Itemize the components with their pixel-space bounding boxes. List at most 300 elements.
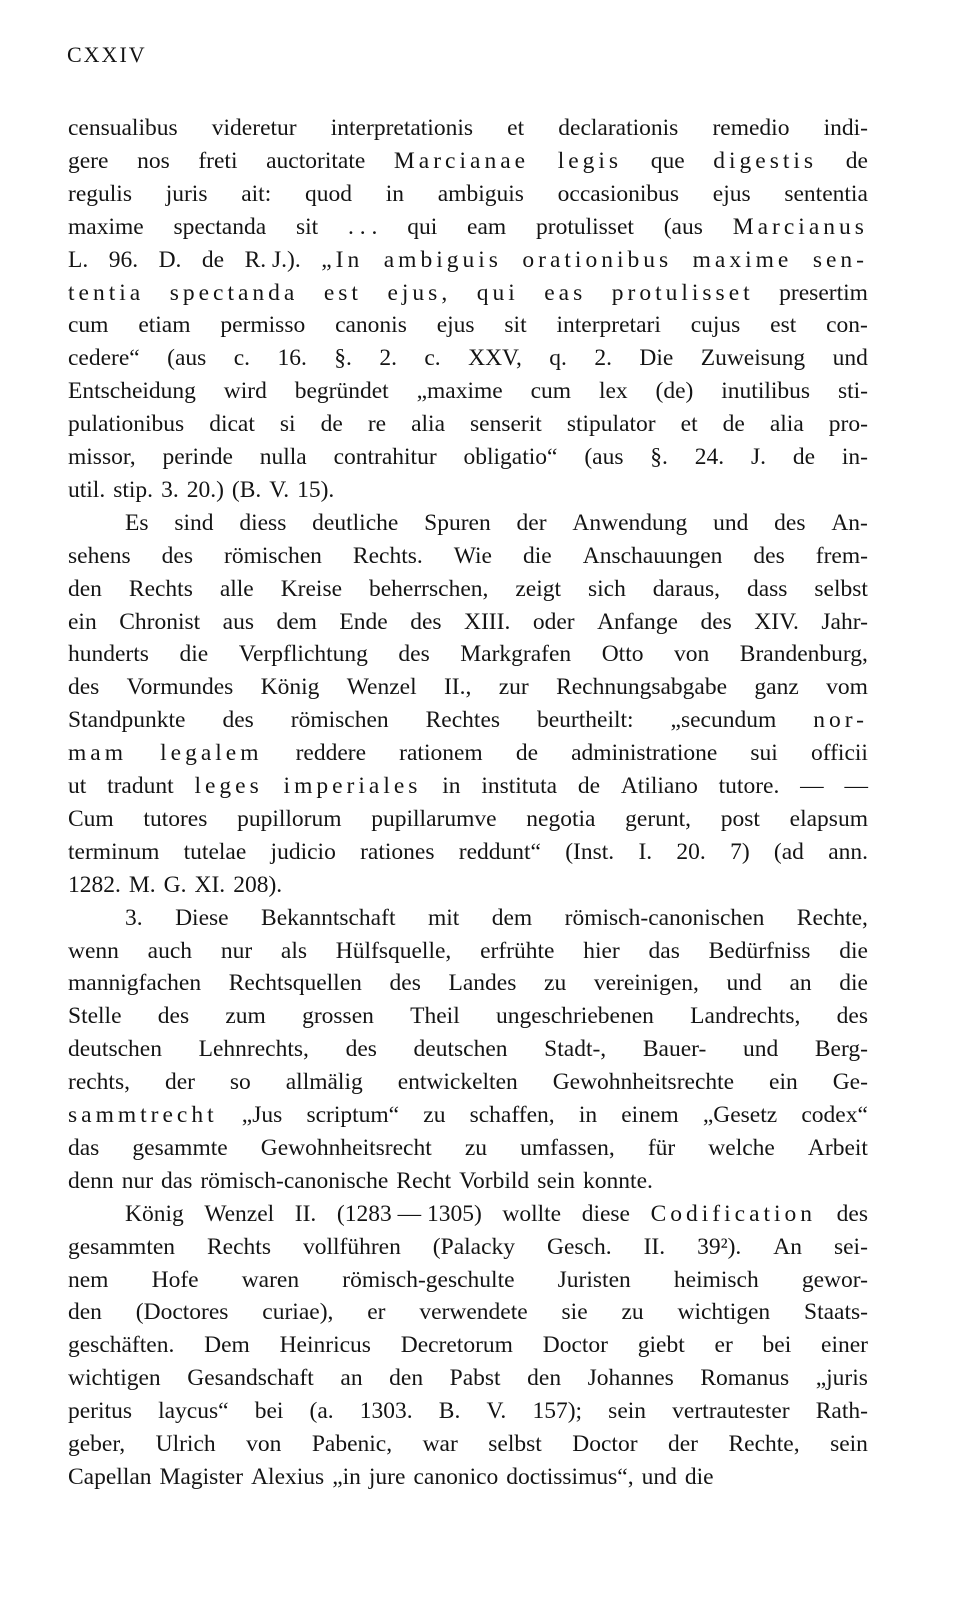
word: bei bbox=[762, 1332, 792, 1359]
word: rationes bbox=[360, 838, 435, 865]
text-line bbox=[125, 506, 868, 541]
text-line bbox=[68, 1230, 868, 1265]
word: 208). bbox=[233, 871, 283, 898]
word: daraus, bbox=[652, 575, 720, 602]
word: „Jus bbox=[241, 1102, 283, 1128]
word: — bbox=[800, 773, 824, 799]
word: I. bbox=[638, 838, 653, 865]
word: römisch-canonische bbox=[200, 1167, 389, 1194]
word: §. bbox=[650, 444, 668, 470]
word: Codification bbox=[650, 1200, 817, 1227]
text-line bbox=[68, 802, 868, 837]
word: Chronist bbox=[119, 608, 201, 635]
word: Atiliano bbox=[620, 773, 698, 799]
word: verwendete bbox=[419, 1299, 528, 1326]
word: und bbox=[742, 1036, 779, 1063]
word: 96. bbox=[108, 246, 139, 273]
word: V. bbox=[269, 476, 290, 503]
word: die bbox=[839, 970, 868, 997]
word: den bbox=[68, 1299, 102, 1326]
word: de bbox=[792, 444, 815, 470]
word: qui bbox=[476, 279, 519, 306]
word: alle bbox=[219, 575, 254, 602]
word: est bbox=[770, 312, 797, 339]
word: XIII. bbox=[464, 608, 511, 635]
word: Gewohnheitsrechte bbox=[552, 1069, 735, 1096]
word: Dem bbox=[204, 1332, 250, 1359]
word: das bbox=[161, 1167, 193, 1194]
word: Wenzel bbox=[204, 1200, 275, 1227]
text-line bbox=[68, 1032, 868, 1067]
text-line bbox=[68, 177, 868, 212]
word: frem- bbox=[815, 542, 868, 569]
word: ejus bbox=[436, 312, 475, 339]
word: 2. bbox=[594, 345, 612, 372]
word: Vormundes bbox=[126, 674, 234, 701]
word: Markgrafen bbox=[460, 641, 572, 668]
word: bei bbox=[254, 1398, 284, 1425]
word: schaffen, bbox=[469, 1102, 555, 1128]
word: cujus bbox=[690, 312, 741, 339]
word: protulisset bbox=[611, 279, 754, 306]
word: des bbox=[157, 1003, 190, 1030]
word: Wie bbox=[453, 542, 492, 569]
text-line bbox=[68, 407, 868, 442]
word: protulisset bbox=[536, 213, 634, 240]
word: 24. bbox=[694, 444, 725, 470]
word: ait: bbox=[241, 180, 272, 207]
word: mannigfachen bbox=[68, 970, 202, 997]
word: Rechtes bbox=[425, 707, 501, 734]
word: legis bbox=[557, 147, 623, 174]
word: declarationis bbox=[558, 115, 679, 141]
word: con- bbox=[826, 312, 868, 339]
word: Rechte, bbox=[796, 904, 868, 931]
text-line bbox=[68, 670, 868, 705]
word: Rechtsquellen bbox=[228, 970, 362, 997]
word: L. bbox=[68, 246, 89, 273]
word: des bbox=[345, 1036, 377, 1063]
text-line bbox=[68, 111, 868, 146]
word: von bbox=[246, 1431, 282, 1457]
word: sit bbox=[504, 312, 527, 339]
word: Johannes bbox=[587, 1365, 674, 1392]
word: wichtigen bbox=[677, 1299, 771, 1326]
word: Marcianae bbox=[393, 147, 530, 174]
word: die bbox=[179, 641, 209, 668]
text-line bbox=[68, 1065, 868, 1100]
word: c. bbox=[233, 345, 251, 372]
word: heimisch bbox=[673, 1266, 759, 1293]
word: elapsum bbox=[789, 805, 868, 832]
word: (Doctores bbox=[135, 1299, 229, 1326]
word: permisso bbox=[220, 312, 306, 339]
word: Capellan bbox=[68, 1463, 152, 1490]
word: reddere bbox=[295, 740, 367, 767]
word: pro- bbox=[828, 411, 868, 438]
word: XIV. bbox=[754, 608, 799, 635]
word: laycus“ bbox=[158, 1398, 229, 1425]
word: V. bbox=[486, 1398, 507, 1425]
word: zu bbox=[464, 1134, 488, 1161]
word: officii bbox=[810, 740, 868, 767]
word: sui bbox=[750, 740, 778, 767]
word: erfrühte bbox=[480, 937, 555, 964]
word: J. bbox=[750, 444, 766, 470]
word: 1303. bbox=[359, 1398, 413, 1425]
word: sie bbox=[561, 1299, 588, 1326]
word: de bbox=[577, 773, 601, 799]
word: den bbox=[527, 1365, 562, 1392]
word: Rechts bbox=[128, 575, 193, 602]
word: Es bbox=[125, 509, 149, 536]
word: Marcianus bbox=[732, 213, 868, 240]
text-line bbox=[68, 966, 868, 1001]
word: de bbox=[320, 411, 343, 438]
word: An- bbox=[831, 509, 868, 536]
word: §. bbox=[334, 345, 352, 372]
word: nem bbox=[68, 1266, 109, 1293]
text-line bbox=[68, 341, 868, 376]
word: selbst bbox=[814, 575, 868, 602]
word: den bbox=[389, 1365, 424, 1392]
word: waren bbox=[241, 1266, 300, 1293]
word: senserit bbox=[470, 411, 542, 438]
word: doctissimus“, bbox=[506, 1463, 634, 1490]
word: de bbox=[515, 740, 538, 767]
word: sein bbox=[537, 1167, 576, 1194]
word: indi- bbox=[823, 115, 868, 141]
word: M. bbox=[128, 871, 156, 898]
word: censualibus bbox=[68, 115, 178, 141]
word: sind bbox=[174, 509, 214, 536]
word: terminum bbox=[68, 838, 160, 865]
word: mit bbox=[427, 904, 460, 931]
word: canonico bbox=[413, 1463, 499, 1490]
word: gere bbox=[68, 147, 109, 174]
word: „in bbox=[332, 1463, 361, 1490]
word: juris bbox=[165, 180, 208, 207]
word: einem bbox=[621, 1102, 679, 1128]
word: Gewohnheitsrecht bbox=[260, 1134, 432, 1161]
page-number: CXXIV bbox=[67, 42, 147, 67]
word: II. bbox=[294, 1200, 317, 1227]
text-line bbox=[68, 473, 868, 508]
text-line bbox=[68, 1460, 868, 1495]
word: (ad bbox=[773, 838, 804, 865]
word: vom bbox=[826, 674, 868, 701]
word: de bbox=[845, 147, 868, 174]
word: si bbox=[279, 411, 296, 438]
word: König bbox=[260, 674, 320, 701]
word: der bbox=[164, 1069, 195, 1096]
word: allmälig bbox=[285, 1069, 363, 1096]
word: sich bbox=[587, 575, 626, 602]
word: das bbox=[648, 937, 680, 964]
word: diese bbox=[581, 1200, 630, 1227]
word: Doctor bbox=[542, 1332, 608, 1359]
word: tentia bbox=[68, 279, 145, 306]
word: sti- bbox=[837, 378, 868, 405]
word: mam bbox=[68, 740, 127, 767]
word: curiae), bbox=[262, 1299, 334, 1326]
word: R. J.). bbox=[244, 246, 301, 273]
word: Rath- bbox=[815, 1398, 868, 1425]
word: II., bbox=[443, 674, 472, 701]
word: Rechnungsabgabe bbox=[556, 674, 728, 701]
word: tutore. bbox=[718, 773, 780, 799]
word: er bbox=[367, 1299, 386, 1326]
word: Pabenic, bbox=[311, 1431, 393, 1457]
word: etiam bbox=[138, 312, 191, 339]
word: „In bbox=[321, 246, 364, 273]
word: Staats- bbox=[804, 1299, 868, 1326]
word: ejus, bbox=[387, 279, 452, 306]
word: Vorbild bbox=[459, 1167, 530, 1194]
text-line bbox=[68, 769, 868, 804]
text-line bbox=[68, 1427, 868, 1462]
word: diess bbox=[239, 509, 287, 536]
word: oder bbox=[532, 608, 575, 635]
text-line bbox=[68, 243, 868, 278]
word: (de) bbox=[655, 378, 694, 405]
word: sein bbox=[608, 1398, 647, 1425]
word: G. bbox=[163, 871, 187, 898]
word: videretur bbox=[211, 115, 297, 141]
word: Standpunkte bbox=[68, 707, 186, 734]
word: Heinricus bbox=[279, 1332, 371, 1359]
word: so bbox=[229, 1069, 251, 1096]
word: und bbox=[713, 509, 749, 536]
word: des bbox=[836, 1003, 868, 1030]
text-line bbox=[68, 572, 868, 607]
word: Hofe bbox=[151, 1266, 199, 1293]
word: maxime bbox=[692, 246, 793, 273]
word: maxime bbox=[68, 213, 144, 240]
word: tutores bbox=[143, 805, 208, 832]
word: tutelae bbox=[183, 838, 247, 865]
word: scriptum“ bbox=[306, 1102, 400, 1128]
word: regulis bbox=[68, 180, 132, 207]
word: Bekanntschaft bbox=[261, 904, 396, 931]
word: römischen bbox=[224, 542, 322, 569]
word: des bbox=[753, 542, 785, 569]
word: ein bbox=[68, 608, 97, 635]
word: und bbox=[726, 970, 762, 997]
word: Diese bbox=[175, 904, 229, 931]
word: 3. bbox=[161, 476, 179, 503]
word: „maxime bbox=[416, 378, 503, 405]
word: das bbox=[68, 1134, 100, 1161]
word: post bbox=[720, 805, 760, 832]
word: (a. bbox=[309, 1398, 334, 1425]
word: den bbox=[68, 575, 102, 602]
word: 16. bbox=[277, 345, 307, 372]
word: auctoritate bbox=[266, 147, 366, 174]
word: nulla bbox=[259, 444, 307, 470]
word: imperiales bbox=[283, 773, 422, 799]
text-line bbox=[68, 1394, 868, 1429]
word: die bbox=[523, 542, 552, 569]
word: digestis bbox=[713, 147, 818, 174]
word: gesammten bbox=[68, 1233, 176, 1260]
word: stipulator bbox=[566, 411, 656, 438]
word: konnte. bbox=[583, 1167, 653, 1194]
word: Gesandschaft bbox=[187, 1365, 314, 1392]
word: beurtheilt: bbox=[536, 707, 634, 734]
word: Brandenburg, bbox=[739, 641, 868, 668]
word: zeigt bbox=[515, 575, 562, 602]
word: Bedürfniss bbox=[708, 937, 811, 964]
word: XI. bbox=[194, 871, 226, 898]
word: contrahitur bbox=[333, 444, 437, 470]
word: wichtigen bbox=[68, 1365, 161, 1392]
word: Juristen bbox=[557, 1266, 631, 1293]
word: Arbeit bbox=[807, 1134, 868, 1161]
word: umfassen, bbox=[520, 1134, 615, 1161]
word: (1283 — 1305) bbox=[336, 1200, 482, 1227]
word: qui bbox=[407, 213, 438, 240]
word: Jahr- bbox=[821, 608, 868, 635]
word: an bbox=[789, 970, 812, 997]
word: in- bbox=[841, 444, 868, 470]
text-line bbox=[68, 276, 868, 311]
word: zu bbox=[621, 1299, 644, 1326]
word: ambiguis bbox=[437, 180, 524, 207]
text-line bbox=[68, 539, 868, 574]
word: aus bbox=[222, 608, 254, 635]
word: 3. bbox=[125, 904, 143, 931]
word: (aus bbox=[167, 345, 207, 372]
word: reddunt“ bbox=[458, 838, 541, 865]
word: Recht bbox=[396, 1167, 452, 1194]
word: Doctor bbox=[572, 1431, 638, 1457]
text-line bbox=[68, 868, 868, 903]
word: eas bbox=[544, 279, 587, 306]
word: dem bbox=[276, 608, 317, 635]
word: sammtrecht bbox=[68, 1102, 218, 1128]
word: Bauer- bbox=[642, 1036, 707, 1063]
text-line bbox=[68, 703, 868, 738]
word: interpretari bbox=[556, 312, 661, 339]
text-line bbox=[68, 1131, 868, 1166]
word: tradunt bbox=[107, 773, 174, 799]
word: ein bbox=[769, 1069, 798, 1096]
word: missor, bbox=[68, 444, 136, 470]
word: gewor- bbox=[801, 1266, 868, 1293]
word: . . . bbox=[348, 213, 378, 240]
word: codex“ bbox=[801, 1102, 868, 1128]
word: des bbox=[389, 970, 421, 997]
word: que bbox=[650, 147, 685, 174]
word: jure bbox=[368, 1463, 406, 1490]
word: Anschauungen bbox=[582, 542, 723, 569]
word: an bbox=[340, 1365, 363, 1392]
word: quod bbox=[304, 180, 352, 207]
word: inutilibus bbox=[721, 378, 811, 405]
word: dass bbox=[746, 575, 788, 602]
word: (Palacky bbox=[432, 1233, 516, 1260]
word: (Inst. bbox=[565, 838, 615, 865]
word: An bbox=[773, 1233, 803, 1260]
word: die bbox=[684, 1463, 714, 1490]
word: orationibus bbox=[522, 246, 673, 273]
word: pulationibus bbox=[68, 411, 185, 438]
text-line bbox=[68, 999, 868, 1034]
text-line bbox=[68, 835, 868, 870]
word: judicio bbox=[270, 838, 336, 865]
word: canonis bbox=[335, 312, 407, 339]
word: B. bbox=[438, 1398, 461, 1425]
word: selbst bbox=[488, 1431, 542, 1457]
word: cum bbox=[68, 312, 109, 339]
word: q. bbox=[549, 345, 567, 372]
word: wenn bbox=[68, 937, 119, 964]
word: Pabst bbox=[449, 1365, 501, 1392]
word: sein bbox=[830, 1431, 868, 1457]
word: begründet bbox=[294, 378, 389, 405]
word: wird bbox=[223, 378, 267, 405]
word: grossen bbox=[302, 1003, 374, 1030]
word: 39²). bbox=[697, 1233, 742, 1260]
word: c. bbox=[424, 345, 441, 372]
word: des bbox=[161, 542, 193, 569]
text-line bbox=[68, 934, 868, 969]
word: römischen bbox=[290, 707, 389, 734]
word: war bbox=[422, 1431, 458, 1457]
word: sei- bbox=[833, 1233, 868, 1260]
word: des bbox=[700, 608, 732, 635]
text-line bbox=[68, 210, 868, 245]
word: nur bbox=[220, 937, 253, 964]
word: Anwendung bbox=[572, 509, 688, 536]
word: instituta bbox=[481, 773, 558, 799]
text-line bbox=[68, 637, 868, 672]
word: Wenzel bbox=[346, 674, 417, 701]
word: sit bbox=[295, 213, 319, 240]
text-line bbox=[68, 605, 868, 640]
word: Theil bbox=[410, 1003, 460, 1030]
word: in bbox=[578, 1102, 598, 1128]
word: sen- bbox=[812, 246, 868, 273]
word: peritus bbox=[68, 1398, 132, 1425]
word: legalem bbox=[160, 740, 263, 767]
text-line bbox=[68, 308, 868, 343]
word: 7) bbox=[730, 838, 750, 865]
word: Ende bbox=[339, 608, 388, 635]
text-line bbox=[68, 1164, 868, 1199]
word: Alexius bbox=[251, 1463, 325, 1490]
word: für bbox=[647, 1134, 676, 1161]
word: wollte bbox=[502, 1200, 562, 1227]
word: in bbox=[442, 773, 461, 799]
text-line bbox=[68, 1328, 868, 1363]
word: Anfange bbox=[597, 608, 678, 635]
word: remedio bbox=[712, 115, 790, 141]
word: des bbox=[774, 509, 806, 536]
word: Lehnrechts, bbox=[198, 1036, 309, 1063]
word: beherrschen, bbox=[368, 575, 489, 602]
word: Hülfsquelle, bbox=[335, 937, 452, 964]
word: dem bbox=[491, 904, 533, 931]
text-line bbox=[68, 374, 868, 409]
word: est bbox=[323, 279, 362, 306]
word: leges bbox=[194, 773, 263, 799]
word: perinde bbox=[162, 444, 233, 470]
word: Rechts bbox=[207, 1233, 271, 1260]
word: Zuweisung bbox=[700, 345, 806, 372]
word: vollführen bbox=[302, 1233, 401, 1260]
